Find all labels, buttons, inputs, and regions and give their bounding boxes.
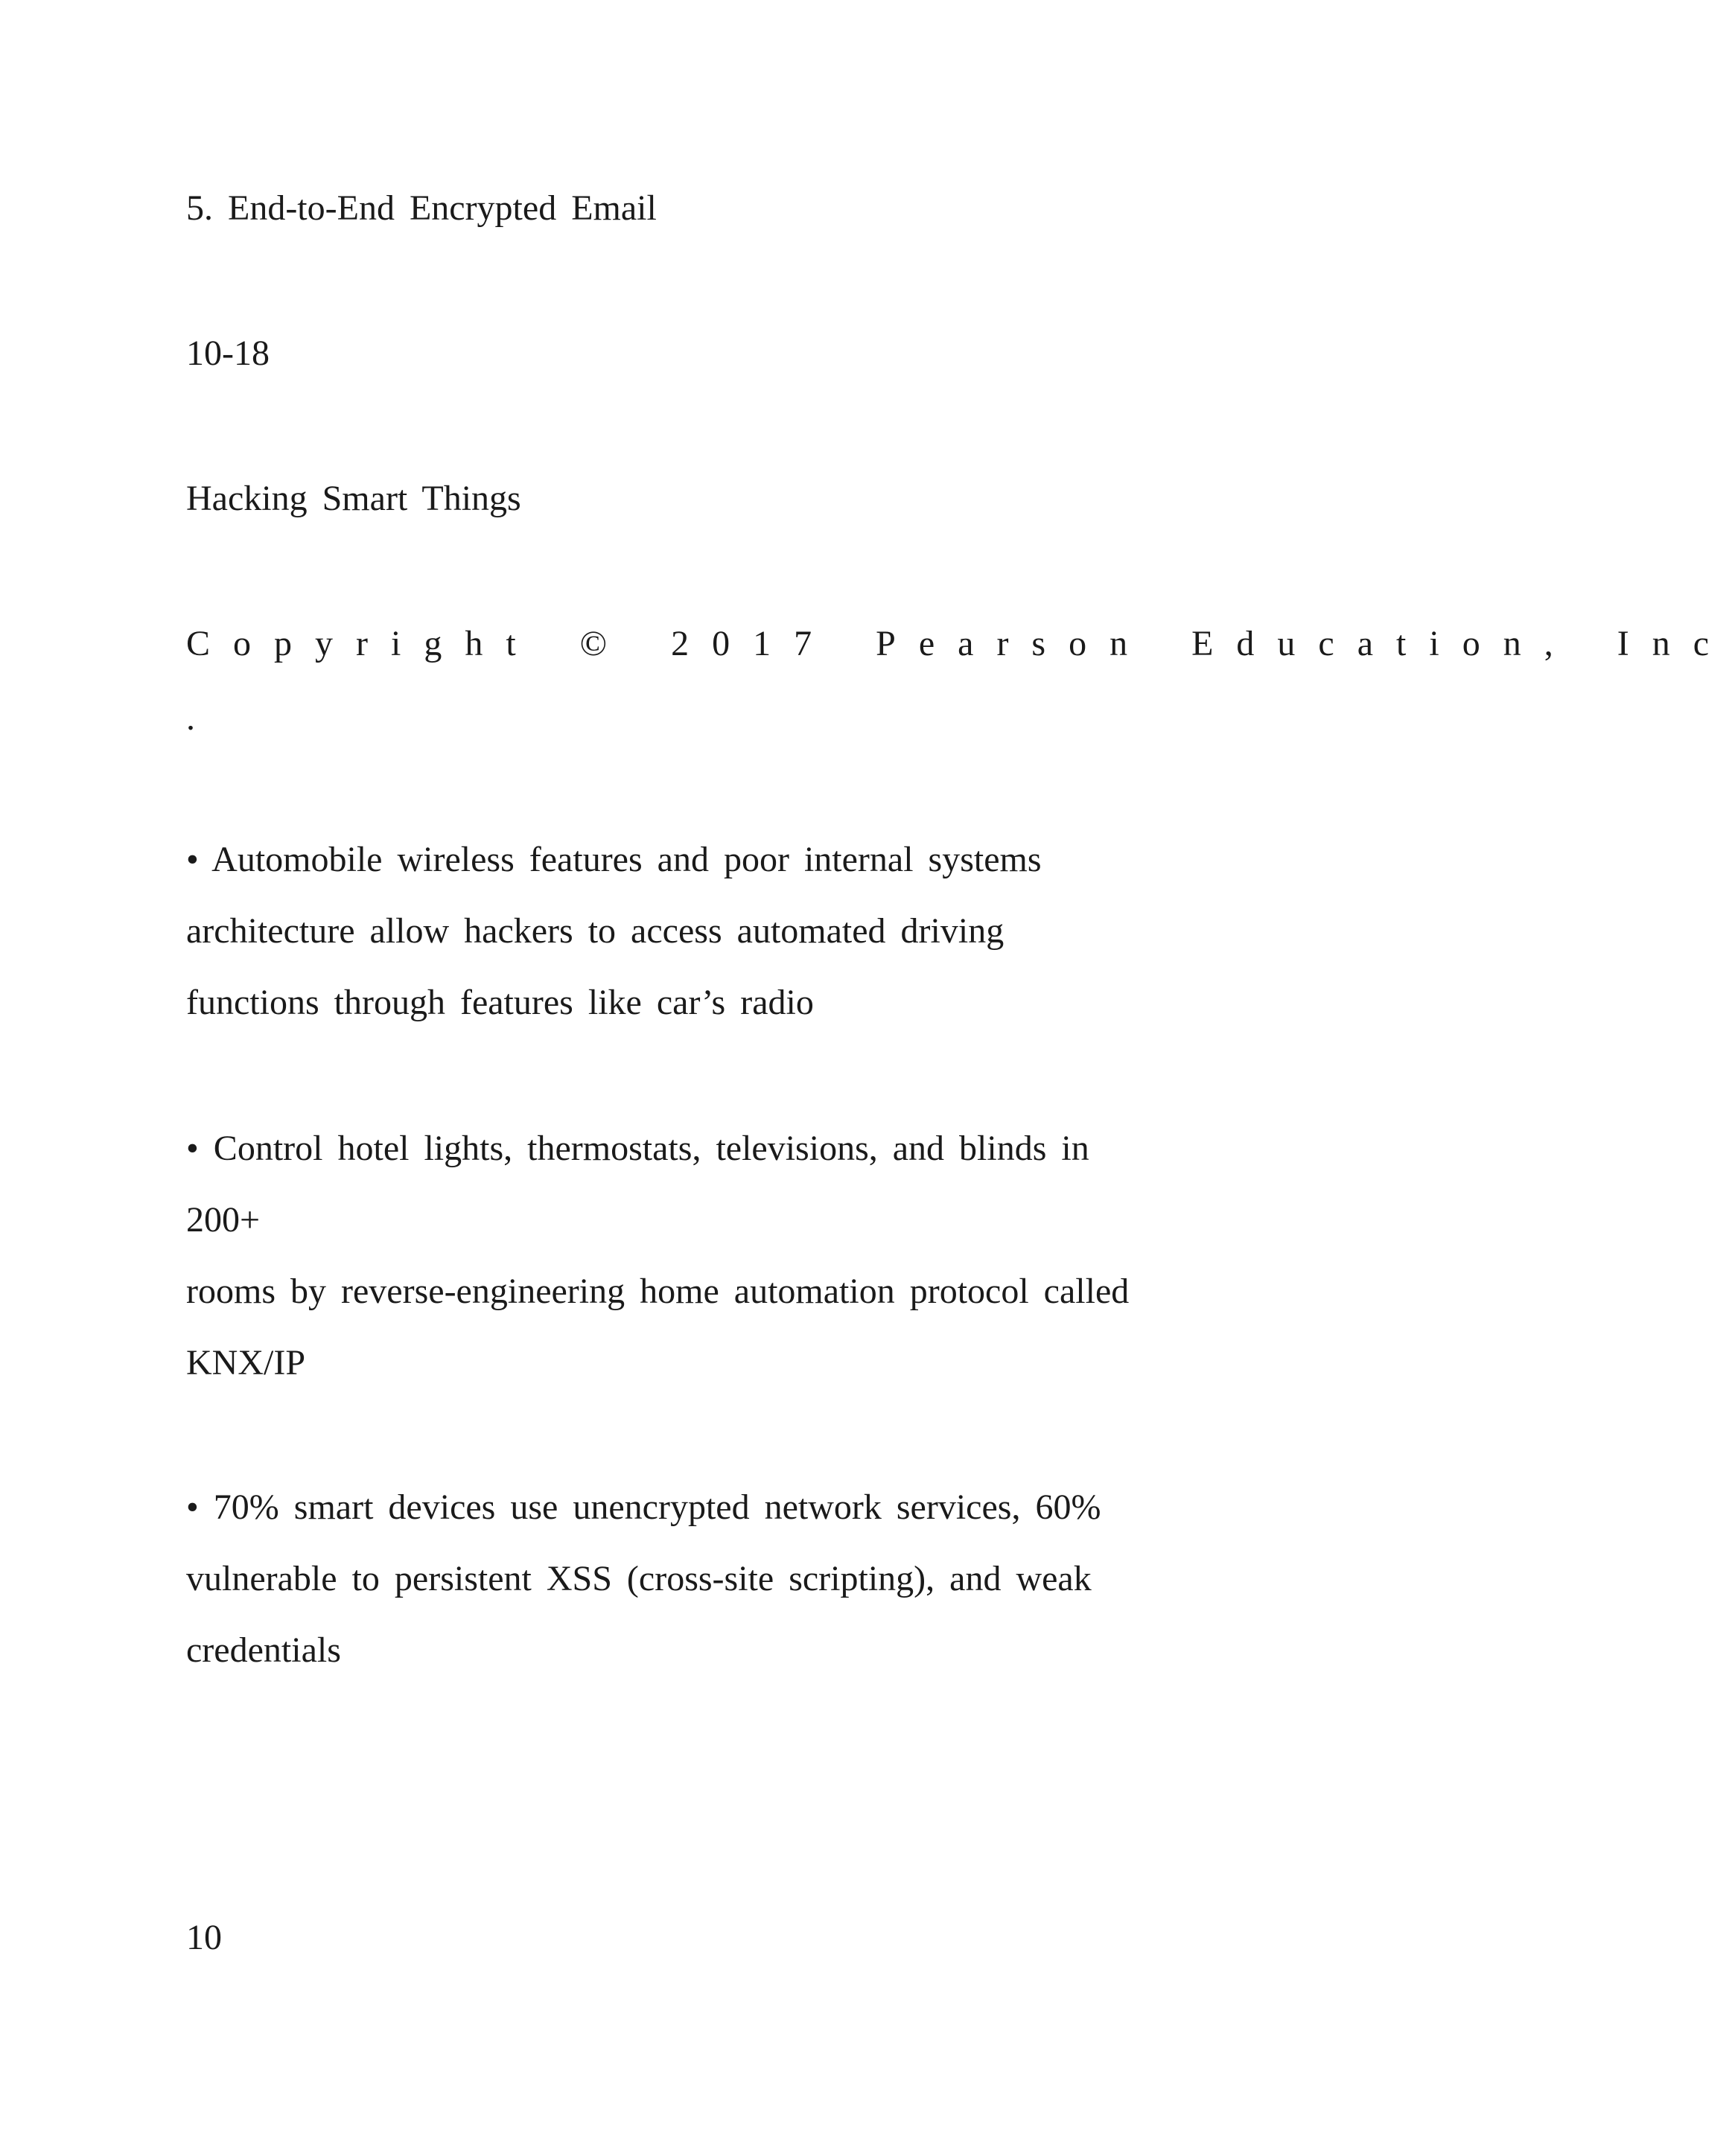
bullet-line: rooms by reverse-engineering home automation protocol called bbox=[186, 1272, 1130, 1311]
bullet-line: 200+ bbox=[186, 1200, 261, 1240]
copyright-line-end: . bbox=[186, 698, 195, 738]
bullet-line: KNX/IP bbox=[186, 1343, 306, 1382]
slide-number: 10-18 bbox=[186, 334, 270, 373]
copyright-line: Copyright © 2017 Pearson Education, Inc bbox=[186, 624, 1732, 663]
bullet-line: functions through features like car’s radio bbox=[186, 983, 814, 1022]
bullet-line: • Control hotel lights, thermostats, televisions, and blinds in bbox=[186, 1129, 1089, 1168]
bullet-line: vulnerable to persistent XSS (cross-site scripting), and weak bbox=[186, 1559, 1092, 1598]
section-heading: 5. End-to-End Encrypted Email bbox=[186, 188, 657, 228]
bullet-line: credentials bbox=[186, 1630, 341, 1670]
bullet-line: architecture allow hackers to access automated driving bbox=[186, 911, 1005, 951]
page-number: 10 bbox=[186, 1918, 222, 1957]
bullet-line: • Automobile wireless features and poor internal systems bbox=[186, 840, 1042, 879]
slide-title: Hacking Smart Things bbox=[186, 479, 521, 518]
bullet-line: • 70% smart devices use unencrypted network services, 60% bbox=[186, 1487, 1101, 1527]
